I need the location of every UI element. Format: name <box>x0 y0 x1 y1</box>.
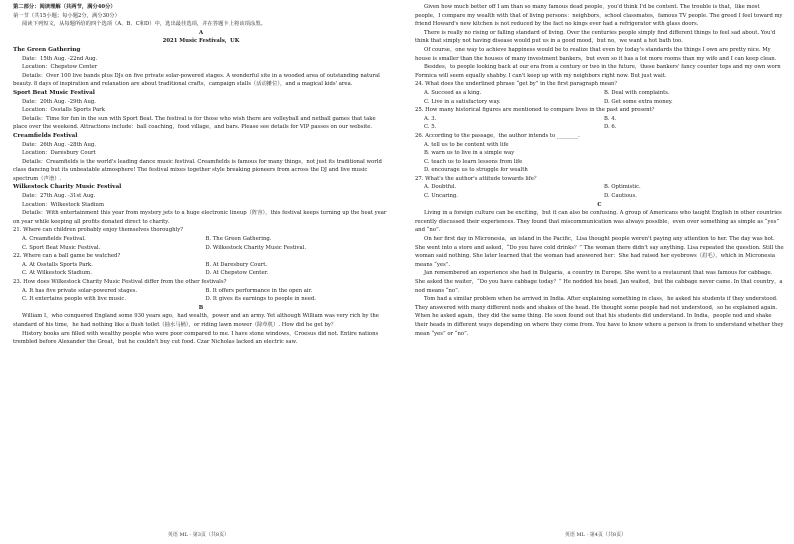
option-b: B. 4. <box>604 115 617 122</box>
question-21-options <box>13 235 389 252</box>
passage-c-paragraph: Living in a foreign culture can be exciting，but it can also be confusing. A group of Americans who taught English in other countries recently discussed their experiences. They found that miscommunication was always possible，even over something as simple as “yes” and “no”. <box>415 210 782 234</box>
event-title-sport-beat: Sport Beat Music Festival <box>13 89 95 96</box>
event-title-green-gathering: The Green Gathering <box>13 46 81 53</box>
question-22-stem: 22. Where can a ball game be watched? <box>13 253 121 260</box>
question-26-stem: 26. According to the passage，the author intends to ________. <box>415 132 580 139</box>
passage-b-paragraph: Given how much better off I am than so many famous dead people，you'd think I'd be content. The trouble is that，like most people，I compare my wealth with that of living persons：neighbors，school classmates，famous TV people. The greed I feel toward my friend Howard's new kitchen is not reduced by the fact no kings ever had a refrigerator with glass doors. <box>415 4 783 28</box>
option-a: A. At Osstalls Sports Park. <box>22 261 93 268</box>
right-column <box>415 3 784 338</box>
option-d: D. Wilkestock Charity Music Festival. <box>205 244 307 251</box>
page-footer: 英语 ML · 第3页（共8页） <box>167 532 230 538</box>
page-footer: 英语 ML · 第4页（共8页） <box>564 532 627 538</box>
option-d: D. At Chepstow Center. <box>205 270 269 277</box>
event-details: Details：Over 100 live bands plus DJs on five private solar-powered stages. A wonderful site in a wooded area of outstanding natural beauty. 8 days of inspiration and relaxation are about traditional crafts，campaign stalls（活动摊位），and a magical kids' area. <box>13 72 380 88</box>
instructions: 阅读下列短文，从每题所给的四个选项（A、B、C和D）中，选出最佳选项，并在答题卡上将该项涂黑。 <box>22 21 266 28</box>
part-header: 第二部分：阅读理解（共两节，满分40分） <box>13 4 116 10</box>
event-location: Location：Wilkestock Stadium <box>22 201 104 208</box>
option-b: B. warn us to live in a simple way <box>424 150 515 157</box>
question-27-options <box>415 183 784 200</box>
option-c: C. Uncaring. <box>424 193 458 200</box>
passage-c-paragraph: Tom had a similar problem when he arrived in India. After explaining something in class，he asked his students if they understood. They answered with many different nods and shakes of the head. He thought some people had not understood，so he explained again. When he asked again，they did the same thing. He soon found out that his students did understand. In India，people nod and shake their heads in different ways depending on where they come from. You have to know where a person is from to understand whether they mean “yes” or “no”. <box>415 296 784 337</box>
event-title-creamfields: Creamfields Festival <box>13 132 78 139</box>
question-24-stem: 24. What does the underlined phrase “get by” in the first paragraph mean？ <box>415 81 620 88</box>
question-23-stem: 23. How does Wilkestock Charity Music Festival differ from the other festivals? <box>13 279 227 285</box>
left-column <box>13 3 389 347</box>
option-c: C. At Wilkestock Stadium. <box>22 270 92 277</box>
option-c: C. Live in a satisfactory way. <box>424 98 501 105</box>
option-d: D. 6. <box>604 124 617 131</box>
event-date: Date：20th Aug. -29th Aug. <box>22 98 96 105</box>
option-a: A. tell us to be content with life <box>424 141 509 148</box>
option-d: D. encourage us to struggle for wealth <box>424 167 528 174</box>
event-location: Location：Osstalls Sports Park <box>22 107 105 114</box>
option-b: B. At Daresbury Court. <box>205 261 268 268</box>
event-details: Details：Creamfields is the world's leading dance music festival. Creamfields is famous for many things，not just its traditional world class dancing but its unbeatable atmosphere! The festival mixes together style breaking pioneers from across the DJ and live music spectrum（声谱）. <box>13 158 382 182</box>
event-date: Date：15th Aug. -22nd Aug. <box>22 55 98 62</box>
question-25-stem: 25. How many historical figures are mentioned to compare lives in the past and present？ <box>415 107 657 114</box>
passage-a-title: 2021 Music Festivals，UK <box>162 38 240 45</box>
event-details: Details：With entertainment this year from mystery jets to a huge electronic lineup（阵容），this festival keeps turning up the heat year on year while keeping all profits donated direct to charity. <box>13 210 387 225</box>
page-4 <box>397 0 794 544</box>
option-a: A. Doubtful. <box>424 184 457 191</box>
question-25-options <box>415 115 784 132</box>
question-21-stem: 21. Where can children probably enjoy themselves thoroughly? <box>13 227 184 234</box>
passage-c-paragraph: On her first day in Micronesia，an island in the Pacific，Lisa thought people weren't paying any attention to her. The day was hot. She went into a store and asked，“Do you have cold drinks？” The woman there didn't say anything. Lisa repeated the question. Still the woman said nothing. She later learned that the woman had answered her：She had raised her eyebrows（眉毛），which in Micronesia means “yes”. <box>415 236 784 268</box>
option-b: B. Optimistic. <box>604 184 641 191</box>
passage-b-paragraph: There is really no rising or falling standard of living. Over the centuries people simply find different things to feel sad about. You'd think that simply not having disease would put us in a good mood，but no，we want a hot bath too. <box>415 29 776 45</box>
event-details: Details：Time for fun in the sun with Sport Beat. The festival is for those who wish there are volleyball and netball games that take place over the weekend. Attractions include：ball coaching，food village，and bars. Please see details for VIP passes on our website. <box>13 115 376 131</box>
option-a: A. It has five private solar-powered stages. <box>22 287 138 294</box>
option-a: A. 3. <box>424 115 437 122</box>
passage-b-paragraph: William Ⅰ，who conquered England some 930 years ago，had wealth，power and an army. Yet although William was very rich by the standard of his time，he had nothing like a flush toilet（抽水马桶），or riding lawn mower（除草机）. How did he get by？ <box>13 313 379 328</box>
option-c: C. It entertains people with live music. <box>22 296 127 303</box>
option-a: A. Succeed as a king. <box>424 89 482 96</box>
option-b: B. Deal with complaints. <box>604 89 670 96</box>
passage-b-paragraph: Besides，to people looking back at our era from a century or two in the future，these bankers' fancy counter tops and my own worn Formica will seem equally shabby. I can't keep up with my neighbors right now. But just wait. <box>415 64 781 79</box>
option-c: C. Sport Beat Music Festival. <box>22 244 101 251</box>
question-23-options <box>13 287 389 304</box>
event-title-wilkestock: Wilkestock Charity Music Festival <box>13 184 122 191</box>
option-a: A. Creamfields Festival. <box>22 236 86 243</box>
option-b: B. It offers performance in the open air. <box>205 287 313 294</box>
event-date: Date：27th Aug. -31st Aug. <box>22 193 96 200</box>
option-c: C. teach us to learn lessons from life <box>424 158 523 165</box>
passage-b-paragraph: History books are filled with wealthy people who were poor compared to me. I have stone windows，Croesus did not. Entire nations trembled before Alexander the Great，but he couldn't buy cut food. Czar Nicholas lacked an electric saw. <box>13 330 379 346</box>
event-date: Date：26th Aug. -28th Aug. <box>22 141 96 148</box>
section-header: 第一节（共15小题；每小题2分，满分30分） <box>13 12 120 19</box>
question-27-stem: 27. What's the author's attitude towards life？ <box>415 175 540 182</box>
option-d: D. It gives its earnings to people in need. <box>205 296 316 303</box>
passage-b-paragraph: Of course，one way to achieve happiness would be to realize that even by today's standards the things I own are pretty nice. My house is smaller than the houses of many investment bankers，but even so it has a lot more rooms than my wife and I can keep clean. <box>415 46 777 62</box>
event-location: Location：Daresbury Court <box>22 150 96 157</box>
option-b: B. The Green Gathering. <box>205 236 272 243</box>
option-d: D. Cautious. <box>604 193 637 200</box>
question-22-options <box>13 261 389 278</box>
question-24-options <box>415 89 784 106</box>
option-d: D. Get some extra money. <box>604 98 673 105</box>
event-location: Location：Chepstow Center <box>22 64 98 71</box>
passage-b-label: B <box>198 304 204 311</box>
passage-a-label: A <box>198 29 204 36</box>
passage-c-paragraph: Jan remembered an experience she had in Bulgaria，a country in Europe. She went to a restaurant that was famous for cabbage. She asked the waiter，“Do you have cabbage today？” He nodded his head. Jan waited，but the cabbage never came. In that country，a nod means “no”. <box>415 270 783 294</box>
passage-c-label: C <box>597 201 602 208</box>
option-c: C. 5. <box>424 124 437 131</box>
